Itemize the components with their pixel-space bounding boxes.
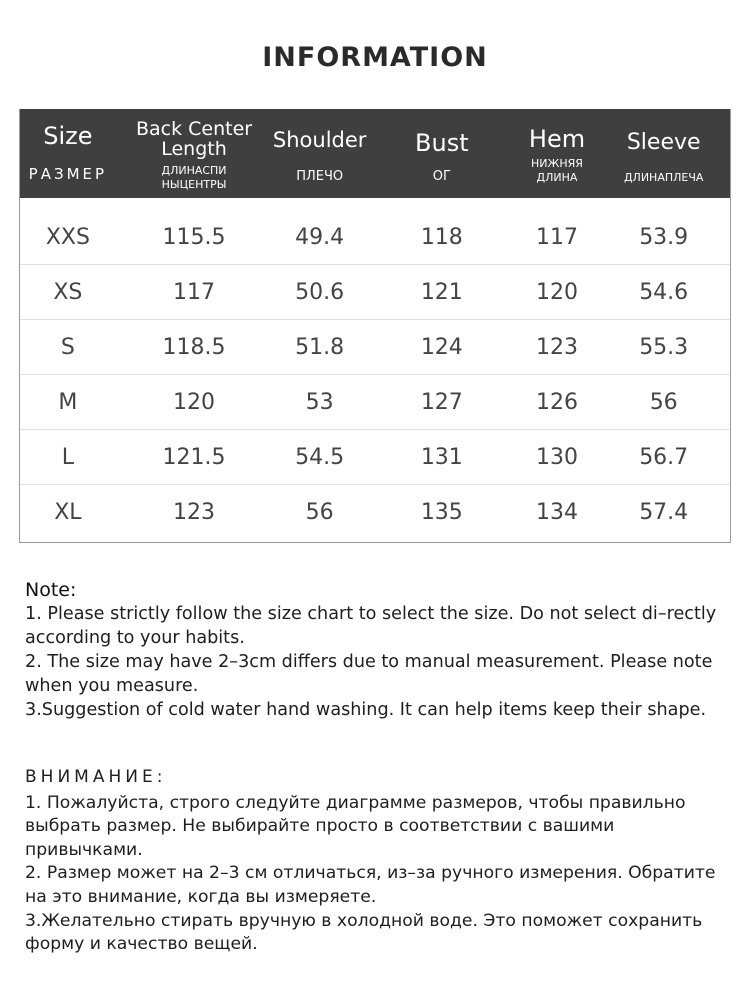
cell-back-center-length: 120: [173, 389, 216, 415]
cell-size: XXS: [45, 224, 90, 250]
cell-back-center-length: 118.5: [162, 334, 226, 360]
note-line: 2. The size may have 2–3cm differs due to manual measurement. Please note when you measure.: [25, 652, 713, 696]
table-row: [20, 320, 730, 375]
cell-size: XL: [54, 499, 82, 525]
header-bust-label: Bust: [415, 129, 469, 157]
cell-shoulder: 50.6: [295, 279, 345, 305]
header-back-center-length-label: Back Center Length: [135, 118, 253, 160]
cell-shoulder: 53: [305, 389, 334, 415]
header-sleeve-sublabel: ДЛИНАПЛЕЧА: [623, 171, 704, 184]
header-size-sublabel: РАЗМЕР: [28, 165, 108, 183]
ru-note-line: 3.Желательно стирать вручную в холодной воде. Это поможет сохранить форму и качество вещей.: [25, 910, 703, 955]
cell-sleeve: 55.3: [639, 334, 689, 360]
cell-hem: 134: [535, 499, 578, 525]
header-shoulder-sublabel: ПЛЕЧО: [296, 169, 344, 184]
cell-sleeve: 56.7: [639, 444, 689, 470]
cell-size: S: [60, 334, 75, 360]
cell-hem: 123: [535, 334, 578, 360]
table-row: [20, 375, 730, 430]
header-sleeve-label: Sleeve: [626, 130, 701, 155]
header-hem-label: Hem: [528, 125, 586, 153]
cell-hem: 126: [535, 389, 578, 415]
note-line: 3.Suggestion of cold water hand washing. It can help items keep their shape.: [25, 700, 707, 720]
header-bust-sublabel: ОГ: [432, 169, 451, 184]
ru-note-line: 2. Размер может на 2–3 см отличаться, из–за ручного измерения. Обратите на это внимание, когда вы измеряете.: [25, 863, 716, 907]
header-size-label: Size: [43, 122, 93, 150]
header-back-center-length-sublabel: ДЛИНАСПИ НЫЦЕНТРЫ: [161, 164, 227, 191]
header-shoulder-label: Shoulder: [272, 128, 367, 152]
cell-shoulder: 49.4: [295, 224, 345, 250]
cell-bust: 118: [420, 224, 463, 250]
cell-shoulder: 56: [305, 499, 334, 525]
cell-sleeve: 54.6: [639, 279, 689, 305]
cell-bust: 121: [420, 279, 463, 305]
cell-sleeve: 53.9: [639, 224, 689, 250]
note-line: 1. Please strictly follow the size chart to select the size. Do not select di–rectly according to your habits.: [25, 604, 717, 648]
cell-hem: 130: [535, 444, 578, 470]
cell-hem: 117: [535, 224, 578, 250]
cell-back-center-length: 123: [173, 499, 216, 525]
header-back-center-length: [116, 109, 273, 198]
cell-bust: 135: [420, 499, 463, 525]
cell-size: M: [58, 389, 78, 415]
cell-sleeve: 57.4: [639, 499, 689, 525]
cell-bust: 127: [420, 389, 463, 415]
cell-sleeve: 56: [649, 389, 678, 415]
note-title: Note:: [25, 579, 77, 601]
cell-back-center-length: 115.5: [162, 224, 226, 250]
header-hem: [517, 109, 598, 198]
cell-size: L: [61, 444, 74, 470]
russian-note: [25, 766, 737, 957]
cell-bust: 131: [420, 444, 463, 470]
size-chart-table: [19, 109, 731, 543]
cell-bust: 124: [420, 334, 463, 360]
header-size: [20, 109, 116, 198]
header-sleeve: [597, 109, 730, 198]
table-header: [20, 109, 730, 198]
table-row: [20, 430, 730, 485]
table-row: [20, 265, 730, 320]
cell-shoulder: 54.5: [295, 444, 345, 470]
header-hem-sublabel: НИЖНЯЯ ДЛИНА: [531, 157, 583, 184]
table-row: [20, 210, 730, 265]
ru-note-title: ВНИМАНИЕ:: [25, 767, 167, 787]
cell-hem: 120: [535, 279, 578, 305]
cell-back-center-length: 121.5: [162, 444, 226, 470]
english-note: [25, 578, 735, 722]
header-bust: [367, 109, 517, 198]
page-title: INFORMATION: [262, 42, 488, 73]
cell-shoulder: 51.8: [295, 334, 345, 360]
ru-note-line: 1. Пожалуйста, строго следуйте диаграмме размеров, чтобы правильно выбрать размер. Не выбирайте просто в соответствии с вашими привычками.: [25, 792, 686, 860]
cell-back-center-length: 117: [173, 279, 216, 305]
table-row: [20, 485, 730, 539]
table-body: [20, 198, 730, 539]
cell-size: XS: [53, 279, 83, 305]
header-shoulder: [272, 109, 367, 198]
